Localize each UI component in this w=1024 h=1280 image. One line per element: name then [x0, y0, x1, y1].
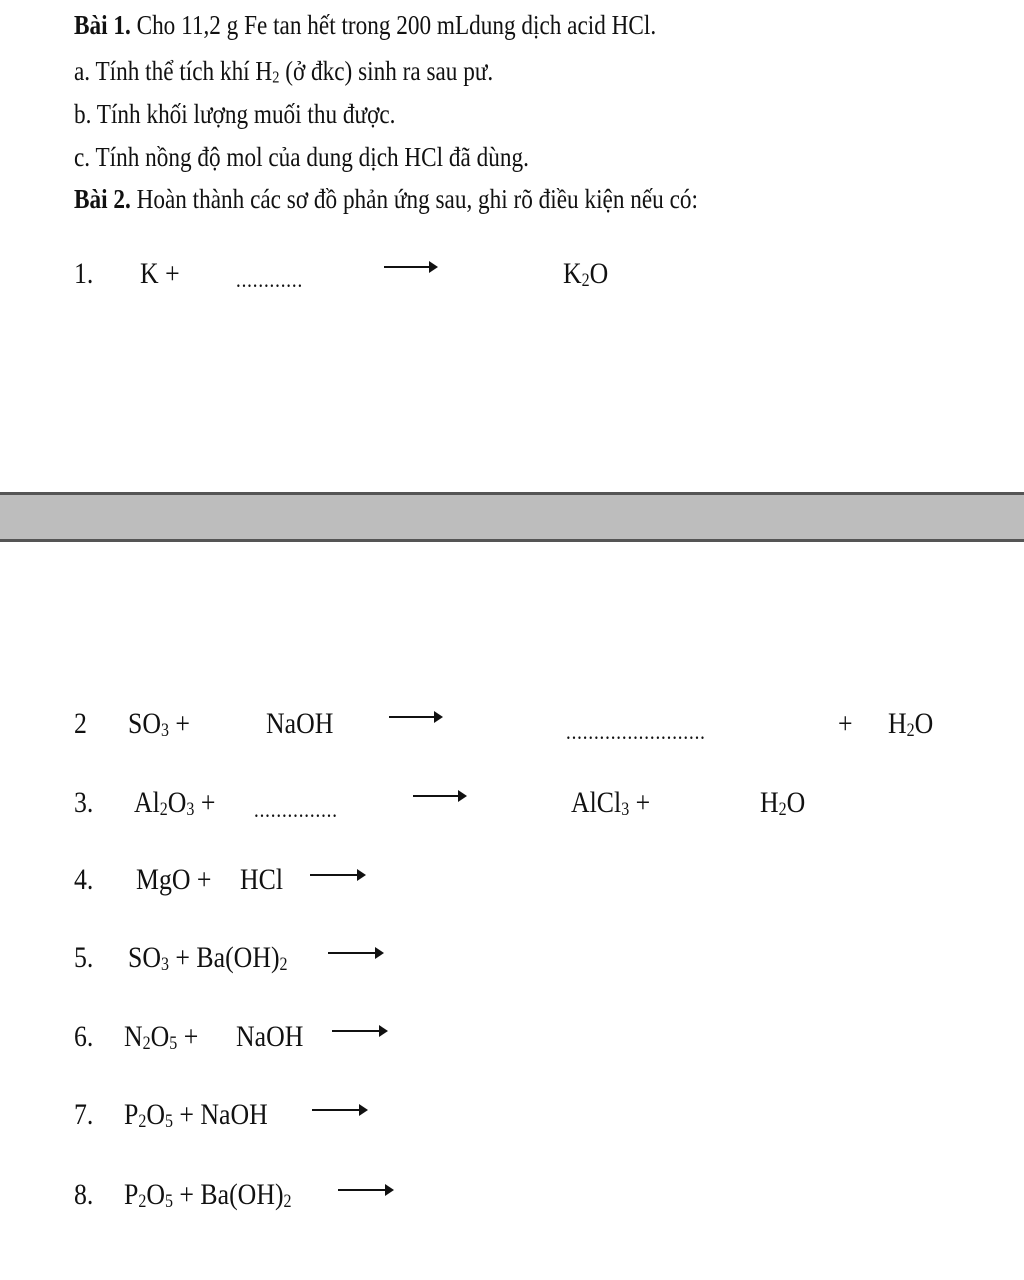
- formula-sub: 3: [160, 953, 169, 975]
- formula: O: [146, 1178, 165, 1211]
- formula: O: [150, 1020, 170, 1053]
- formula-sub: 5: [164, 1110, 173, 1132]
- reactant-1: [128, 706, 190, 742]
- plus-sign: +: [838, 707, 853, 740]
- reaction-arrow-icon: [384, 266, 436, 268]
- reaction-number: 3.: [74, 786, 94, 819]
- reaction-arrow-icon: [332, 1030, 386, 1032]
- reaction-arrow-icon: [312, 1109, 366, 1111]
- reaction-number: 6.: [74, 1020, 94, 1053]
- formula: H: [888, 707, 907, 740]
- reactant-1: [134, 785, 215, 821]
- reactant-1: [124, 1019, 198, 1055]
- bai2-title: [74, 182, 698, 216]
- reactant-2: NaOH: [236, 1020, 304, 1053]
- formula: O: [914, 707, 934, 740]
- divider-band: [0, 492, 1024, 542]
- formula-sub: 3: [621, 798, 630, 820]
- formula-sub: 2: [159, 798, 168, 820]
- product-1: [571, 785, 650, 821]
- formula: + Ba(OH): [172, 1178, 284, 1211]
- reaction-arrow-icon: [310, 874, 364, 876]
- plus-sign: +: [629, 786, 651, 819]
- bai1-heading: Bài 1.: [74, 10, 131, 40]
- reaction-number: 7.: [74, 1098, 94, 1131]
- reactant-2: HCl: [240, 863, 284, 896]
- bai2-text: Hoàn thành các sơ đồ phản ứng sau, ghi rõ điều kiện nếu có:: [130, 184, 698, 214]
- formula-sub: 5: [164, 1190, 173, 1212]
- formula-sub: 2: [142, 1032, 151, 1054]
- formula: H: [760, 786, 779, 819]
- reaction-arrow-icon: [338, 1189, 392, 1191]
- product-sub: 2: [581, 269, 590, 291]
- bai1-question-c: c. Tính nồng độ mol của dung dịch HCl đã dùng.: [74, 142, 529, 172]
- reactant-1: MgO +: [136, 863, 212, 896]
- product-k: K: [563, 257, 582, 290]
- blank-field[interactable]: .........................: [566, 719, 706, 744]
- formula: SO: [128, 707, 161, 740]
- reactants: [124, 1177, 292, 1213]
- product-water: [888, 706, 933, 742]
- reaction-number: 2: [74, 707, 87, 740]
- formula-sub: 2: [283, 1190, 292, 1212]
- formula: O: [146, 1098, 165, 1131]
- formula: AlCl: [571, 786, 622, 819]
- formula: + Ba(OH): [168, 941, 280, 974]
- reaction-arrow-icon: [413, 795, 465, 797]
- formula: Al: [134, 786, 160, 819]
- blank-field[interactable]: ............: [236, 267, 304, 292]
- formula: O: [167, 786, 187, 819]
- formula-sub: 3: [160, 719, 169, 741]
- product-water: [760, 785, 805, 821]
- blank-field[interactable]: ...............: [254, 797, 338, 822]
- bai1-title: [74, 8, 656, 42]
- bai1-question-a: [74, 54, 493, 88]
- formula: SO: [128, 941, 161, 974]
- formula: O: [786, 786, 806, 819]
- reaction-number: 1.: [74, 257, 94, 290]
- reaction-arrow-icon: [389, 716, 441, 718]
- formula-sub: 3: [186, 798, 195, 820]
- reaction-number: 5.: [74, 941, 94, 974]
- formula-sub: 2: [138, 1190, 147, 1212]
- bai1-a-text: a. Tính thể tích khí H: [74, 56, 273, 86]
- bai1-question-b: b. Tính khối lượng muối thu được.: [74, 99, 396, 129]
- bai1-text: Cho 11,2 g Fe tan hết trong 200 mLdung dịch acid HCl.: [130, 10, 657, 40]
- formula-sub: 2: [279, 953, 288, 975]
- product: [563, 256, 608, 292]
- bai2-heading: Bài 2.: [74, 184, 131, 214]
- plus-sign: +: [194, 786, 216, 819]
- bai1-a-sub: 2: [272, 67, 280, 87]
- formula: P: [124, 1098, 139, 1131]
- formula: N: [124, 1020, 143, 1053]
- formula: + NaOH: [172, 1098, 268, 1131]
- reaction-arrow-icon: [328, 952, 382, 954]
- reaction-number: 4.: [74, 863, 94, 896]
- formula-sub: 2: [906, 719, 915, 741]
- product-o: O: [589, 257, 609, 290]
- plus-sign: +: [177, 1020, 199, 1053]
- reactants: [128, 940, 288, 976]
- reactant-2: NaOH: [266, 707, 334, 740]
- formula-sub: 2: [778, 798, 787, 820]
- formula-sub: 5: [169, 1032, 178, 1054]
- reaction-number: 8.: [74, 1178, 94, 1211]
- reactants: [124, 1097, 268, 1133]
- formula: P: [124, 1178, 139, 1211]
- plus-sign: +: [168, 707, 190, 740]
- bai1-a-text-end: (ở đkc) sinh ra sau pư.: [279, 56, 494, 86]
- reactant: K +: [140, 257, 180, 290]
- formula-sub: 2: [138, 1110, 147, 1132]
